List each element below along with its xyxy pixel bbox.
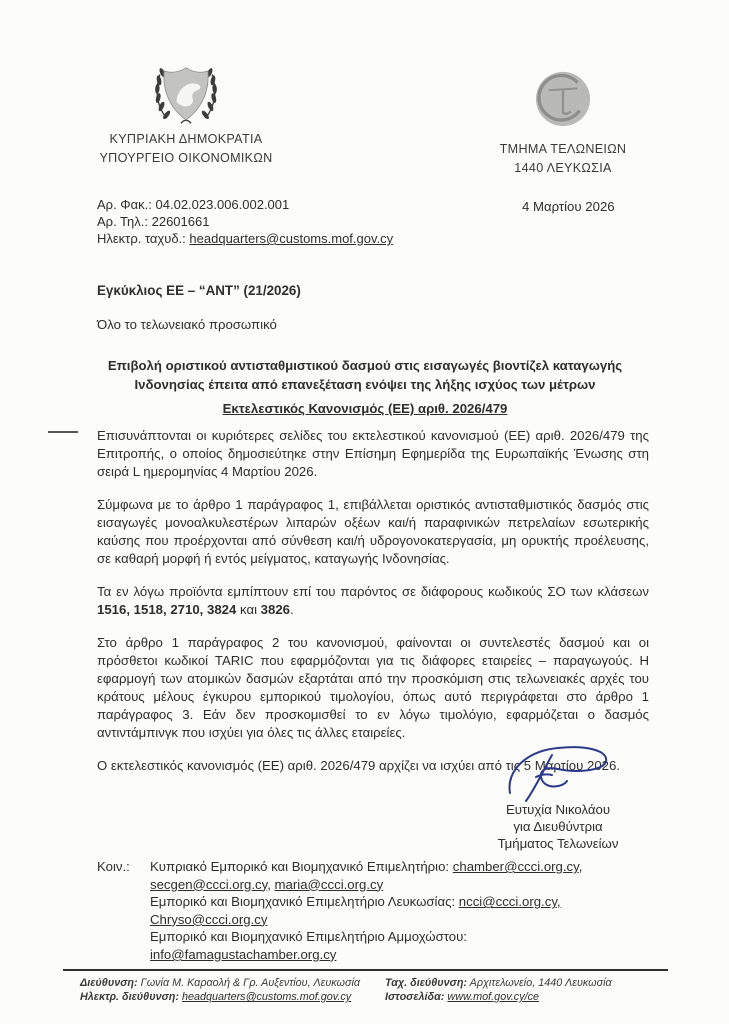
republic-name: ΚΥΠΡΙΑΚΗ ΔΗΜΟΚΡΑΤΙΑ	[109, 132, 263, 146]
footer-web-line	[385, 990, 668, 1004]
recipient-line: Όλο το τελωνειακό προσωπικό	[97, 317, 277, 332]
phone-number: Αρ. Τηλ.: 22601661	[97, 214, 210, 229]
margin-dash	[48, 431, 78, 433]
letter-date: 4 Μαρτίου 2026	[522, 199, 615, 214]
paragraph-3-end: .	[290, 602, 294, 617]
footer-email-line	[80, 990, 385, 1004]
footer-left-column	[63, 976, 385, 1004]
cc-recipient: Εμπορικό και Βιομηχανικό Επιμελητήριο Αμμοχώστου:	[150, 929, 467, 945]
title-main: Επιβολή οριστικού αντισταθμιστικού δασμού στις εισαγωγές βιοντίζελ καταγωγής Ινδονησίας έπειτα από επανεξέταση ενόψει της λήξης ισχύος των μέτρων	[107, 358, 623, 392]
paragraph-4: Στο άρθρο 1 παράγραφος 2 του κανονισμού, φαίνονται οι συντελεστές δασμού και οι πρόσθετοι κωδικοί TARIC που εφαρμόζονται για τις διάφορες εταιρείες – παραγωγούς. Η εφαρμογή των ατομικών δασμών εξαρτάται από την προσκόμιση στις τελωνειακές αρχές του κράτους μέλους έγκυρου εμπορικού τιμολογίου, όπως αυτό περιγράφεται στο άρθρο 1 παράγραφος 3. Εάν δεν προσκομισθεί το εν λόγω τιμολόγιο, εφαρμόζεται ο δασμός αντιντάμπινγκ που ισχύει για όλες τις άλλες εταιρείες.	[97, 635, 649, 740]
header-republic-block	[95, 66, 277, 168]
cc-block	[97, 858, 582, 964]
footer-address-value: Γωνία Μ. Καραολή & Γρ. Αυξεντίου, Λευκωσία	[137, 977, 361, 989]
cc-separator: ,	[267, 876, 275, 892]
paragraph-5: Ο εκτελεστικός κανονισμός (ΕΕ) αριθ. 2026/479 αρχίζει να ισχύει από τις 5 Μαρτίου 2026.	[97, 758, 621, 773]
cc-email-link[interactable]: Chryso@ccci.org.cy	[150, 911, 268, 927]
paragraph-3-text: Τα εν λόγω προϊόντα εμπίπτουν επί του παρόντος σε διάφορους κωδικούς ΣΟ των κλάσεων	[97, 584, 649, 599]
footer-web-link[interactable]: www.mof.gov.cy/ce	[447, 991, 539, 1003]
footer-address-line	[80, 976, 385, 990]
footer-web-label: Ιστοσελίδα:	[385, 991, 448, 1003]
cc-email-link[interactable]: chamber@ccci.org.cy	[452, 859, 579, 874]
footer-email-link[interactable]: headquarters@customs.mof.gov.cy	[181, 991, 352, 1003]
signatory-department: Τμήματος Τελωνείων	[497, 836, 619, 851]
circular-number: Εγκύκλιος ΕΕ – “ΑΝΤ” (21/2026)	[97, 283, 301, 298]
cc-line	[150, 946, 582, 964]
cc-label: Κοιν.:	[97, 859, 130, 874]
cc-line	[150, 876, 582, 894]
letter-title	[80, 356, 650, 418]
signatory-name: Ευτυχία Νικολάου	[505, 802, 611, 817]
signatory-capacity: για Διευθύντρια	[513, 819, 603, 834]
file-number: Αρ. Φακ.: 04.02.023.006.002.001	[97, 197, 290, 212]
cc-line	[150, 911, 582, 929]
cn-code-last: 3826	[260, 602, 291, 617]
signatory-block	[467, 801, 649, 852]
cyprus-coat-of-arms-icon	[148, 66, 224, 130]
paragraph-2: Σύμφωνα με το άρθρο 1 παράγραφος 1, επιβάλλεται οριστικός αντισταθμιστικός δασμός στις εισαγωγές μονοαλκυλεστέρων λιπαρών οξέων και/ή παραφινικών πετρελαίων εσωτερικής καύσης που προέρχονται από σύνθεση και/ή υδρογονοκατεργασία, μη ορυκτής προέλευσης, σε καθαρή μορφή ή εντός μείγματος, καταγωγής Ινδονησίας.	[97, 497, 649, 566]
footer-postal-value: Αρχιτελωνείο, 1440 Λευκωσία	[467, 977, 612, 989]
cc-list	[150, 858, 582, 964]
cc-separator: ,	[578, 859, 583, 874]
ministry-name: ΥΠΟΥΡΓΕΙΟ ΟΙΚΟΝΟΜΙΚΩΝ	[99, 151, 273, 165]
cc-email-link[interactable]: maria@ccci.org.cy	[274, 876, 384, 892]
reference-block	[97, 196, 393, 247]
paragraph-3	[97, 583, 649, 619]
footer-postal-line	[385, 976, 668, 990]
cc-recipient: Εμπορικό και Βιομηχανικό Επιμελητήριο Λευκωσίας:	[150, 894, 459, 910]
paragraph-3-mid: και	[236, 602, 261, 617]
email-label: Ηλεκτρ. ταχυδ.:	[97, 231, 190, 246]
cc-recipient: Κυπριακό Εμπορικό και Βιομηχανικό Επιμελητήριο:	[150, 859, 453, 874]
footer-postal-label: Ταχ. διεύθυνση:	[385, 977, 468, 989]
email-link[interactable]: headquarters@customs.mof.gov.cy	[189, 231, 394, 246]
cc-line	[150, 893, 582, 911]
footer-email-label: Ηλεκτρ. διεύθυνση:	[80, 991, 182, 1003]
cn-codes: 1516, 1518, 2710, 3824	[97, 602, 237, 617]
title-regulation: Εκτελεστικός Κανονισμός (ΕΕ) αριθ. 2026/479	[222, 401, 508, 416]
department-name: ΤΜΗΜΑ ΤΕΛΩΝΕΙΩΝ	[499, 142, 627, 156]
cc-email-link[interactable]: ncci@ccci.org.cy,	[458, 894, 561, 910]
cc-email-link[interactable]: secgen@ccci.org.cy	[150, 876, 268, 892]
customs-department-logo-icon	[534, 70, 592, 128]
handwritten-signature-icon	[492, 743, 617, 805]
letter-body	[97, 427, 649, 790]
header-department-block	[468, 70, 658, 178]
email-line	[97, 230, 393, 247]
paragraph-1: Επισυνάπτονται οι κυριότερες σελίδες του εκτελεστικού κανονισμού (ΕΕ) αριθ. 2026/479 της Επιτροπής, ο οποίος δημοσιεύτηκε στην Επίσημη Εφημερίδα της Ευρωπαϊκής Ένωσης στη σειρά L ημερομηνίας 4 Μαρτίου 2026.	[97, 428, 649, 479]
letter-footer	[63, 969, 668, 1004]
footer-address-label: Διεύθυνση:	[80, 977, 138, 989]
department-city: 1440 ΛΕΥΚΩΣΙΑ	[514, 161, 612, 175]
cc-line	[150, 928, 582, 946]
footer-right-column	[385, 976, 668, 1004]
cc-email-link[interactable]: info@famagustachamber.org.cy	[150, 946, 337, 962]
cc-line	[150, 858, 582, 876]
